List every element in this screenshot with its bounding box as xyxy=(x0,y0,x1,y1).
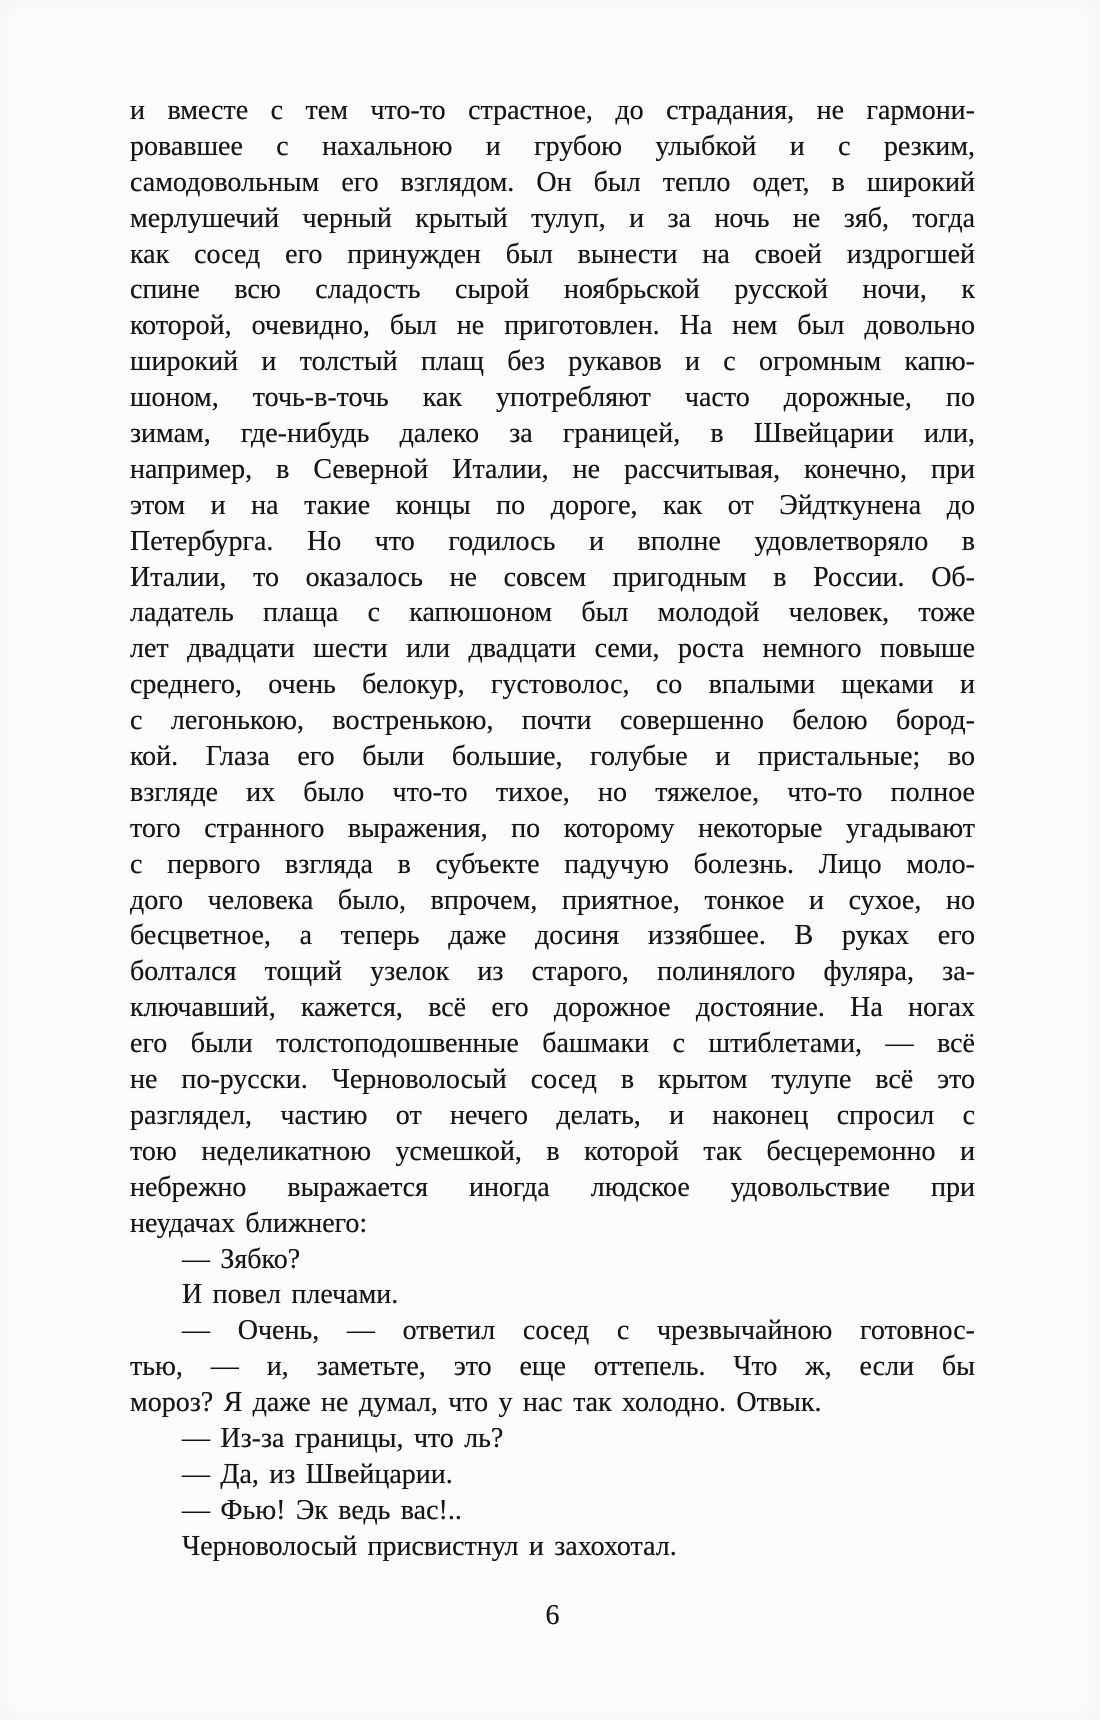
text-line: тою неделикатною усмешкой, в которой так бесцеремонно и xyxy=(130,1135,975,1167)
text-line: мерлушечий черный крытый тулуп, и за ночь не зяб, тогда xyxy=(130,202,975,234)
text-line: широкий и толстый плащ без рукавов и с огромным капю- xyxy=(130,346,975,378)
text-line: И повел плечами. xyxy=(182,1279,399,1311)
text-line: неудачах ближнего: xyxy=(130,1207,368,1239)
text-line: бесцветное, а теперь даже досиня иззябшее. В руках его xyxy=(130,920,975,952)
text-line: среднего, очень белокур, густоволос, со впалыми щеками и xyxy=(130,669,975,701)
text-line: мороз? Я даже не думал, что у нас так холодно. Отвык. xyxy=(130,1387,822,1419)
text-line: этом и на такие концы по дороге, как от Эйдткунена до xyxy=(130,489,975,521)
text-line: и вместе с тем что-то страстное, до страдания, не гармони- xyxy=(130,95,975,126)
text-line: взгляде их было что-то тихое, но тяжелое, что-то полное xyxy=(130,776,975,808)
text-line: разглядел, частию от нечего делать, и наконец спросил с xyxy=(130,1099,975,1131)
text-line: — Фью! Эк ведь вас!.. xyxy=(182,1494,462,1526)
text-line: ровавшее с нахальною и грубою улыбкой и с резким, xyxy=(130,130,975,162)
text-line: Италии, то оказалось не совсем пригодным в России. Об- xyxy=(130,561,975,593)
text-line: не по-русски. Черноволосый сосед в крытом тулупе всё это xyxy=(130,1064,975,1096)
text-line: тью, — и, заметьте, это еще оттепель. Что ж, если бы xyxy=(130,1351,975,1383)
text-line: с легонькою, востренькою, почти совершенно белою бород- xyxy=(130,705,975,737)
text-line: например, в Северной Италии, не рассчитывая, конечно, при xyxy=(130,453,975,485)
text-line: того странного выражения, по которому некоторые угадывают xyxy=(130,812,975,844)
text-line: с первого взгляда в субъекте падучую болезнь. Лицо моло- xyxy=(130,848,975,880)
text-line: — Да, из Швейцарии. xyxy=(182,1458,453,1490)
text-line: его были толстоподошвенные башмаки с штиблетами, — всё xyxy=(130,1028,975,1060)
text-line: самодовольным его взглядом. Он был тепло одет, в широкий xyxy=(130,166,975,198)
text-line: спине всю сладость сырой ноябрьской русской ночи, к xyxy=(130,274,975,306)
text-line: болтался тощий узелок из старого, полинялого фуляра, за- xyxy=(130,956,975,988)
text-line: ладатель плаща с капюшоном был молодой человек, тоже xyxy=(130,597,975,629)
text-line: — Зябко? xyxy=(182,1243,301,1275)
text-line: шоном, точь-в-точь как употребляют часто дорожные, по xyxy=(130,382,975,414)
text-line: — Из-за границы, что ль? xyxy=(182,1422,504,1454)
text-line: которой, очевидно, был не приготовлен. На нем был довольно xyxy=(130,310,975,342)
text-line: дого человека было, впрочем, приятное, тонкое и сухое, но xyxy=(130,884,975,916)
text-block xyxy=(130,93,975,1565)
text-line: лет двадцати шести или двадцати семи, роста немного повыше xyxy=(130,633,975,665)
page-number: 6 xyxy=(545,1600,560,1631)
text-line: зимам, где-нибудь далеко за границей, в Швейцарии или, xyxy=(130,418,975,450)
text-line: ключавший, кажется, всё его дорожное достояние. На ногах xyxy=(130,992,975,1024)
text-line: как сосед его принужден был вынести на своей издрогшей xyxy=(130,238,975,270)
text-line: — Очень, — ответил сосед с чрезвычайною готовнос- xyxy=(182,1315,975,1347)
text-line: Черноволосый присвистнул и захохотал. xyxy=(182,1530,677,1562)
text-line: Петербурга. Но что годилось и вполне удовлетворяло в xyxy=(130,525,975,557)
text-line: кой. Глаза его были большие, голубые и пристальные; во xyxy=(130,741,975,773)
text-line: небрежно выражается иногда людское удовольствие при xyxy=(130,1171,975,1203)
